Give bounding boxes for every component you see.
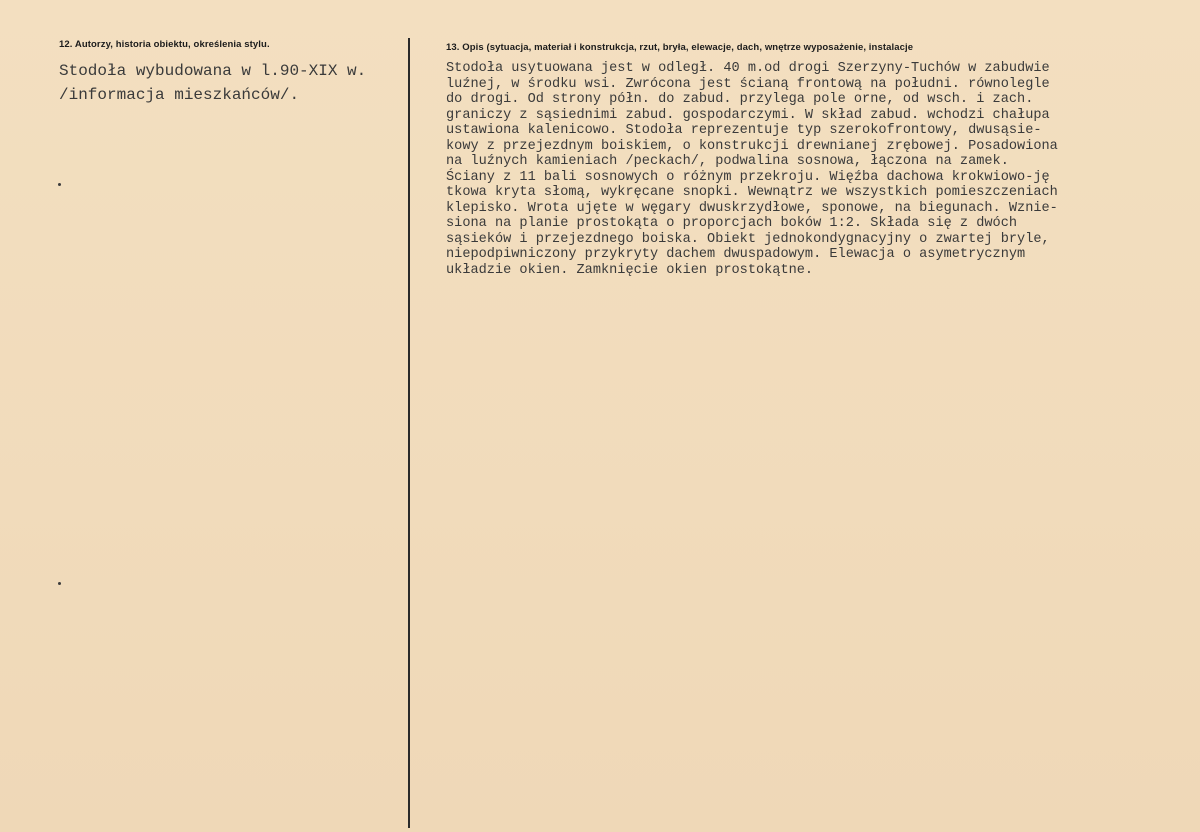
section-13-text: Stodoła usytuowana jest w odległ. 40 m.od drogi Szerzyny-Tuchów w zabudwie luźnej, w środku wsi. Zwrócona jest ścianą frontową na południ. równolegle do drogi. Od strony półn. do zabud. przylega pole orne, od wsch. i zach. graniczy z sąsiednimi zabud. gospodarczymi. W skład zabud. wchodzi chałupa ustawiona kalenicowo. Stodoła reprezentuje typ szerokofrontowy, dwusąsie- kowy z przejezdnym boiskiem, o konstrukcji drewnianej zrębowej. Posadowiona na luźnych kamieniach /peckach/, podwalina sosnowa, łączona na zamek. Ściany z 11 bali sosnowych o różnym przekroju. Więźba dachowa krokwiowo-ję tkowa kryta słomą, wykręcane snopki. Wewnątrz we wszystkich pomieszczeniach klepisko. Wrota ujęte w węgary dwuskrzydłowe, sponowe, na biegunach. Wznie- siona na planie prostokąta o proporcjach boków 1:2. Składa się z dwóch sąsieków i przejezdnego boiska. Obiekt jednokondygnacyjny o zwartej bryle, niepodpiwniczony przykryty dachem dwuspadowym. Elewacja o asymetrycznym układzie okien. Zamknięcie okien prostokątne. (446, 61, 1058, 278)
column-divider (408, 38, 410, 828)
paper-speck (58, 582, 61, 585)
section-12-text: Stodoła wybudowana w l.90-XIX w. /informacja mieszkańców/. (59, 62, 367, 104)
section-12-heading: 12. Autorzy, historia obiektu, określenia stylu. (59, 39, 270, 50)
section-13-heading: 13. Opis (sytuacja, materiał i konstrukcja, rzut, bryła, elewacje, dach, wnętrze wyposażenie, instalacje (446, 42, 914, 53)
paper-speck (58, 183, 61, 186)
